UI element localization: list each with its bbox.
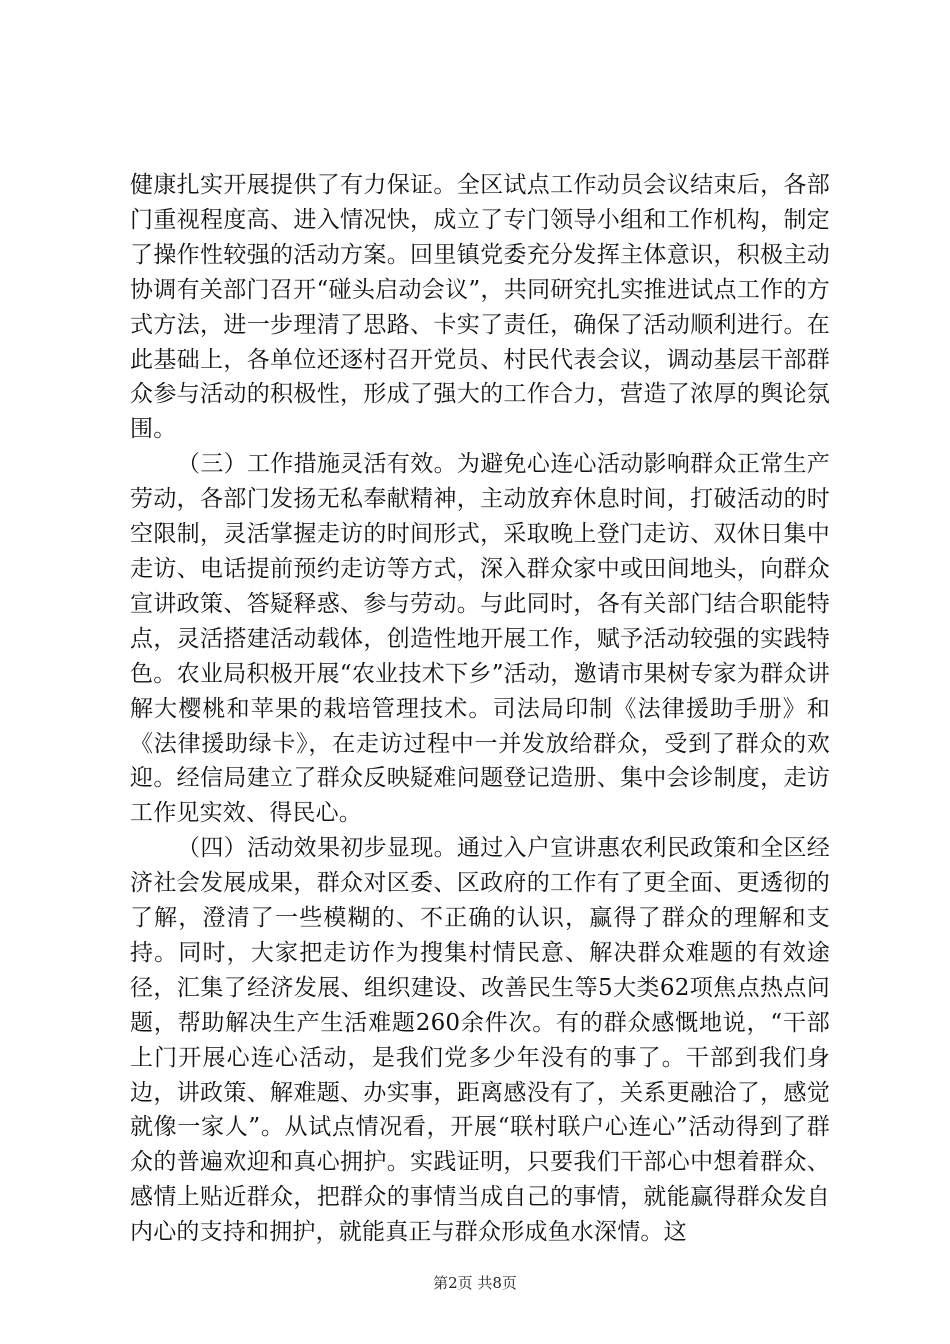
paragraph-section-4: （四）活动效果初步显现。通过入户宣讲惠农利民政策和全区经济社会发展成果，群众对区委、区政府的工作有了更全面、更透彻的了解，澄清了一些模糊的、不正确的认识，赢得了群众的理解和支持。同时，大家把走访作为搜集村情民意、解决群众难题的有效途径，汇集了经济发展、组织建设、改善民生等5大类62项焦点热点问题，帮助解决生产生活难题260余件次。有的群众感慨地说，“干部上门开展心连心活动，是我们党多少年没有的事了。干部到我们身边，讲政策、解难题、办实事，距离感没有了，关系更融洽了，感觉就像一家人”。从试点情况看，开展“联村联户心连心”活动得到了群众的普遍欢迎和真心拥护。实践证明，只要我们干部心中想着群众、感情上贴近群众，把群众的事情当成自己的事情，就能赢得群众发自内心的支持和拥护，就能真正与群众形成鱼水深情。这 (130, 835, 830, 1246)
paragraph-continuation: 健康扎实开展提供了有力保证。全区试点工作动员会议结束后，各部门重视程度高、进入情况快，成立了专门领导小组和工作机构，制定了操作性较强的活动方案。回里镇党委充分发挥主体意识，积极主动协调有关部门召开“碰头启动会议”，共同研究扎实推进试点工作的方式方法，进一步理清了思路、卡实了责任，确保了活动顺利进行。在此基础上，各单位还逐村召开党员、村民代表会议，调动基层干部群众参与活动的积极性，形成了强大的工作合力，营造了浓厚的舆论氛围。 (130, 172, 830, 443)
paragraph-section-3: （三）工作措施灵活有效。为避免心连心活动影响群众正常生产劳动，各部门发扬无私奉献精神，主动放弃休息时间，打破活动的时空限制，灵活掌握走访的时间形式，采取晚上登门走访、双休日集中走访、电话提前预约走访等方式，深入群众家中或田间地头，向群众宣讲政策、答疑释惑、参与劳动。与此同时，各有关部门结合职能特点，灵活搭建活动载体，创造性地开展工作，赋予活动较强的实践特色。农业局积极开展“农业技术下乡”活动，邀请市果树专家为群众讲解大樱桃和苹果的栽培管理技术。司法局印制《法律援助手册》和《法律援助绿卡》，在走访过程中一并发放给群众，受到了群众的欢迎。经信局建立了群众反映疑难问题登记造册、集中会诊制度，走访工作见实效、得民心。 (130, 451, 830, 827)
page-number-footer: 第2页 共8页 (433, 1274, 517, 1292)
document-body (130, 168, 830, 1250)
